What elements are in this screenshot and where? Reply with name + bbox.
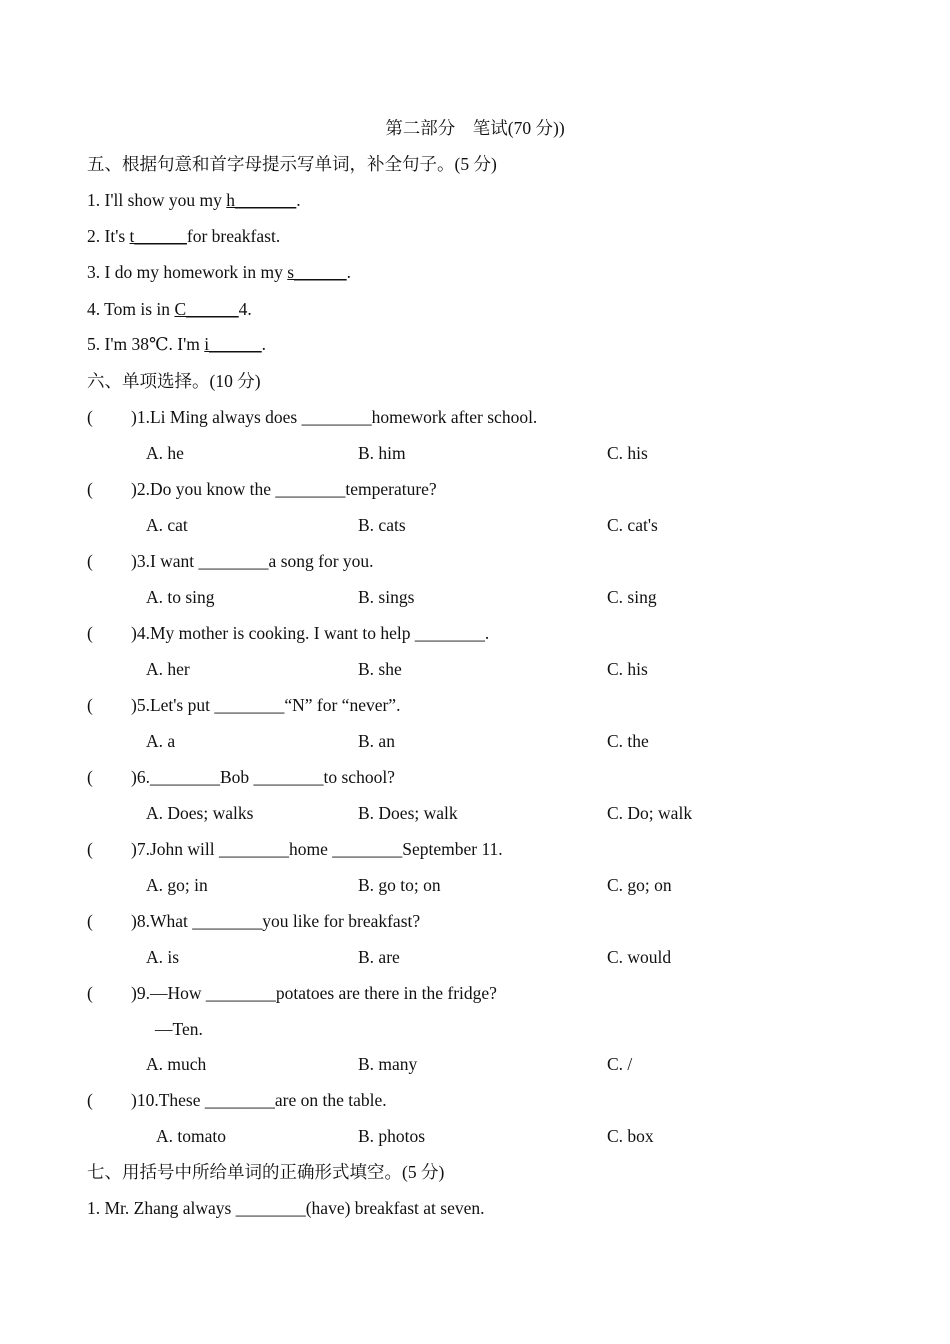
question-1: ( )1.Li Ming always does ________homework after school. — [87, 407, 538, 427]
option-b: B. are — [358, 947, 400, 967]
answer-blank[interactable]: C______ — [174, 299, 239, 319]
answer-paren[interactable]: ( — [87, 695, 93, 715]
option-b: B. Does; walk — [358, 803, 458, 823]
fill-item-1: 1. I'll show you my h_______. — [87, 190, 301, 210]
option-b: B. sings — [358, 587, 415, 607]
answer-blank[interactable]: s______ — [287, 262, 347, 282]
fill-item-2: 2. It's t______for breakfast. — [87, 226, 281, 246]
form-item-1: 1. Mr. Zhang always ________(have) breakfast at seven. — [87, 1198, 485, 1218]
answer-blank[interactable]: t______ — [129, 226, 187, 246]
option-a: A. Does; walks — [146, 803, 254, 823]
question-9: ( )9.—How ________potatoes are there in the fridge? — [87, 983, 497, 1003]
section-7-heading: 七、用括号中所给单词的正确形式填空。(5 分) — [87, 1162, 445, 1182]
answer-paren[interactable]: ( — [87, 983, 93, 1003]
option-a: A. a — [146, 731, 176, 751]
question-7: ( )7.John will ________home ________September 11. — [87, 839, 503, 859]
answer-blank[interactable]: h_______ — [226, 190, 297, 210]
option-c: C. would — [607, 947, 672, 967]
option-b: B. photos — [358, 1126, 426, 1146]
answer-paren[interactable]: ( — [87, 551, 93, 571]
option-a: A. go; in — [146, 875, 208, 895]
answer-paren[interactable]: ( — [87, 407, 93, 427]
option-c: C. sing — [607, 587, 657, 607]
answer-paren[interactable]: ( — [87, 767, 93, 787]
option-c: C. his — [607, 659, 648, 679]
answer-blank[interactable]: i______ — [204, 334, 262, 354]
option-b: B. an — [358, 731, 395, 751]
page-title: 第二部分 笔试(70 分)) — [385, 118, 565, 138]
fill-item-5: 5. I'm 38℃. I'm i______. — [87, 334, 267, 354]
option-a: A. tomato — [156, 1126, 226, 1146]
answer-paren[interactable]: ( — [87, 911, 93, 931]
option-b: B. him — [358, 443, 406, 463]
option-c: C. / — [607, 1054, 633, 1074]
question-5: ( )5.Let's put ________“N” for “never”. — [87, 695, 401, 715]
question-4: ( )4.My mother is cooking. I want to help ________. — [87, 623, 490, 643]
question-2: ( )2.Do you know the ________temperature? — [87, 479, 437, 499]
option-c: C. his — [607, 443, 648, 463]
fill-item-4: 4. Tom is in C______4. — [87, 299, 252, 319]
option-b: B. many — [358, 1054, 418, 1074]
option-b: B. she — [358, 659, 402, 679]
option-c: C. the — [607, 731, 649, 751]
option-a: A. cat — [146, 515, 188, 535]
question-8: ( )8.What ________you like for breakfast? — [87, 911, 421, 931]
question-10: ( )10.These ________are on the table. — [87, 1090, 387, 1110]
answer-paren[interactable]: ( — [87, 479, 93, 499]
option-a: A. is — [146, 947, 180, 967]
section-5-heading: 五、根据句意和首字母提示写单词，补全句子。(5 分) — [87, 154, 497, 174]
option-c: C. Do; walk — [607, 803, 693, 823]
answer-paren[interactable]: ( — [87, 839, 93, 859]
question-6: ( )6.________Bob ________to school? — [87, 767, 395, 787]
fill-item-3: 3. I do my homework in my s______. — [87, 262, 351, 282]
question-3: ( )3.I want ________a song for you. — [87, 551, 374, 571]
answer-paren[interactable]: ( — [87, 1090, 93, 1110]
option-c: C. go; on — [607, 875, 672, 895]
option-b: B. go to; on — [358, 875, 441, 895]
option-b: B. cats — [358, 515, 406, 535]
option-a: A. her — [146, 659, 190, 679]
option-c: C. box — [607, 1126, 654, 1146]
option-c: C. cat's — [607, 515, 658, 535]
option-a: A. he — [146, 443, 184, 463]
question-9-reply: —Ten. — [155, 1019, 203, 1039]
answer-paren[interactable]: ( — [87, 623, 93, 643]
section-6-heading: 六、单项选择。(10 分) — [87, 371, 261, 391]
option-a: A. to sing — [146, 587, 215, 607]
option-a: A. much — [146, 1054, 207, 1074]
